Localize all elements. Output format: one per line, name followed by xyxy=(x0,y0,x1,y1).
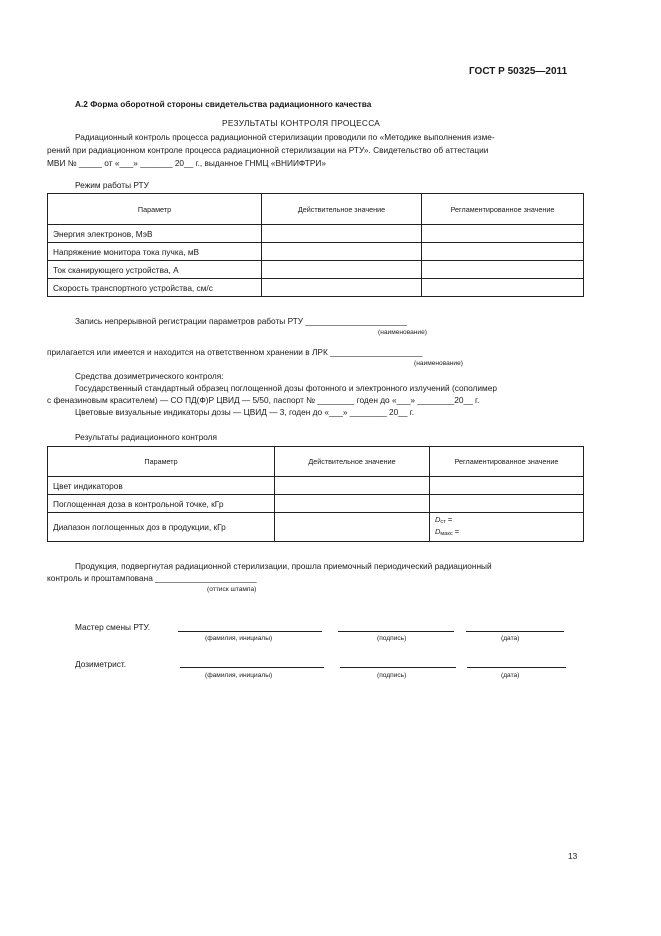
table-row xyxy=(48,225,584,243)
intro-line-3: МВИ № _____ от «___» _______ 20__ г., выданное ГНМЦ «ВНИИФТРИ» xyxy=(47,158,326,168)
dose-max-line: Dмакс = xyxy=(435,527,460,537)
table-row xyxy=(48,261,584,279)
dosimetry-line-4: Цветовые визуальные индикаторы дозы — ЦВИД — 3, годен до «___» ________ 20__ г. xyxy=(75,407,415,417)
registration-caption-2: (наименование) xyxy=(414,360,463,367)
section-title: А.2 Форма оборотной стороны свидетельства радиационного качества xyxy=(75,99,372,109)
results-table-caption: Результаты радиационного контроля xyxy=(75,432,217,442)
acceptance-line-1: Продукция, подвергнутая радиационной стерилизации, прошла приемочный периодический радиационный xyxy=(75,561,492,571)
row-label: Напряжение монитора тока пучка, мВ xyxy=(48,243,262,261)
master-name-line[interactable] xyxy=(178,631,322,632)
dosimetrist-sign-line[interactable] xyxy=(340,667,456,668)
mode-table-caption: Режим работы РТУ xyxy=(75,180,149,190)
dosimetrist-label: Дозиметрист. xyxy=(75,659,127,669)
section-heading: РЕЗУЛЬТАТЫ КОНТРОЛЯ ПРОЦЕССА xyxy=(222,118,381,128)
actual-value-cell[interactable] xyxy=(275,495,430,513)
header-parameter: Параметр xyxy=(48,447,275,477)
registration-line-2: прилагается или имеется и находится на ответственном хранении в ЛРК ____________________ xyxy=(47,347,423,357)
acceptance-line-2: контроль и проштампована ______________________ xyxy=(47,573,257,583)
regulated-value-cell[interactable] xyxy=(422,243,584,261)
header-regulated-value: Регламентированное значение xyxy=(430,447,584,477)
registration-caption-1: (наименование) xyxy=(378,329,427,336)
results-table-header xyxy=(48,447,584,477)
dosimetry-line-2: Государственный стандартный образец поглощенной дозы фотонного и электронного излучений (сополимер xyxy=(75,383,497,393)
row-label: Диапазон поглощенных доз в продукции, кГр xyxy=(48,513,275,542)
row-label: Скорость транспортного устройства, см/с xyxy=(48,279,262,297)
row-label: Энергия электронов, МэВ xyxy=(48,225,262,243)
dose-range-cell[interactable] xyxy=(430,513,584,542)
header-actual-value: Действительное значение xyxy=(275,447,430,477)
mode-table xyxy=(47,193,584,297)
stamp-caption: (оттиск штампа) xyxy=(207,586,257,593)
dosimetrist-name-caption: (фамилия, инициалы) xyxy=(205,672,273,679)
master-sign-line[interactable] xyxy=(338,631,454,632)
results-table xyxy=(47,446,584,542)
actual-value-cell[interactable] xyxy=(275,477,430,495)
regulated-value-cell[interactable] xyxy=(422,261,584,279)
row-label: Ток сканирующего устройства, А xyxy=(48,261,262,279)
dosimetrist-sign-caption: (подпись) xyxy=(377,672,407,679)
intro-line-1: Радиационный контроль процесса радиационной стерилизации проводили по «Методике выполнения изме- xyxy=(75,132,495,142)
dose-st-line: Dст = xyxy=(435,515,453,525)
master-name-caption: (фамилия, инициалы) xyxy=(205,635,273,642)
row-label: Цвет индикаторов xyxy=(48,477,275,495)
header-parameter: Параметр xyxy=(48,194,262,225)
regulated-value-cell[interactable] xyxy=(422,225,584,243)
table-row xyxy=(48,495,584,513)
dosimetry-line-3: с феназиновым красителем) — СО ПД(Ф)Р ЦВИД — 5/50, паспорт № ________ годен до «___» ________20__ г. xyxy=(47,395,480,405)
page-number: 13 xyxy=(568,851,578,861)
mode-table-header xyxy=(48,194,584,225)
table-row xyxy=(48,279,584,297)
actual-value-cell[interactable] xyxy=(262,243,422,261)
row-label: Поглощенная доза в контрольной точке, кГр xyxy=(48,495,275,513)
dosimetry-line-1: Средства дозиметрического контроля: xyxy=(75,371,224,381)
table-row xyxy=(48,243,584,261)
registration-line-1: Запись непрерывной регистрации параметров работы РТУ ______________________ xyxy=(75,316,407,326)
doc-code: ГОСТ Р 50325—2011 xyxy=(469,66,568,77)
actual-value-cell[interactable] xyxy=(262,279,422,297)
dosimetrist-date-line[interactable] xyxy=(467,667,566,668)
regulated-value-cell[interactable] xyxy=(430,477,584,495)
dosimetrist-date-caption: (дата) xyxy=(501,672,520,679)
header-actual-value: Действительное значение xyxy=(262,194,422,225)
table-row xyxy=(48,477,584,495)
header-regulated-value: Регламентированное значение xyxy=(422,194,584,225)
regulated-value-cell[interactable] xyxy=(430,495,584,513)
regulated-value-cell[interactable] xyxy=(422,279,584,297)
master-date-line[interactable] xyxy=(466,631,564,632)
intro-line-2: рений при радиационном контроле процесса радиационной стерилизации на РТУ». Свидетельство об аттестации xyxy=(47,145,489,155)
table-row xyxy=(48,513,584,542)
actual-value-cell[interactable] xyxy=(275,513,430,542)
dosimetrist-name-line[interactable] xyxy=(180,667,324,668)
master-date-caption: (дата) xyxy=(501,635,520,642)
master-sign-caption: (подпись) xyxy=(377,635,407,642)
actual-value-cell[interactable] xyxy=(262,225,422,243)
master-label: Мастер смены РТУ. xyxy=(75,622,151,632)
actual-value-cell[interactable] xyxy=(262,261,422,279)
